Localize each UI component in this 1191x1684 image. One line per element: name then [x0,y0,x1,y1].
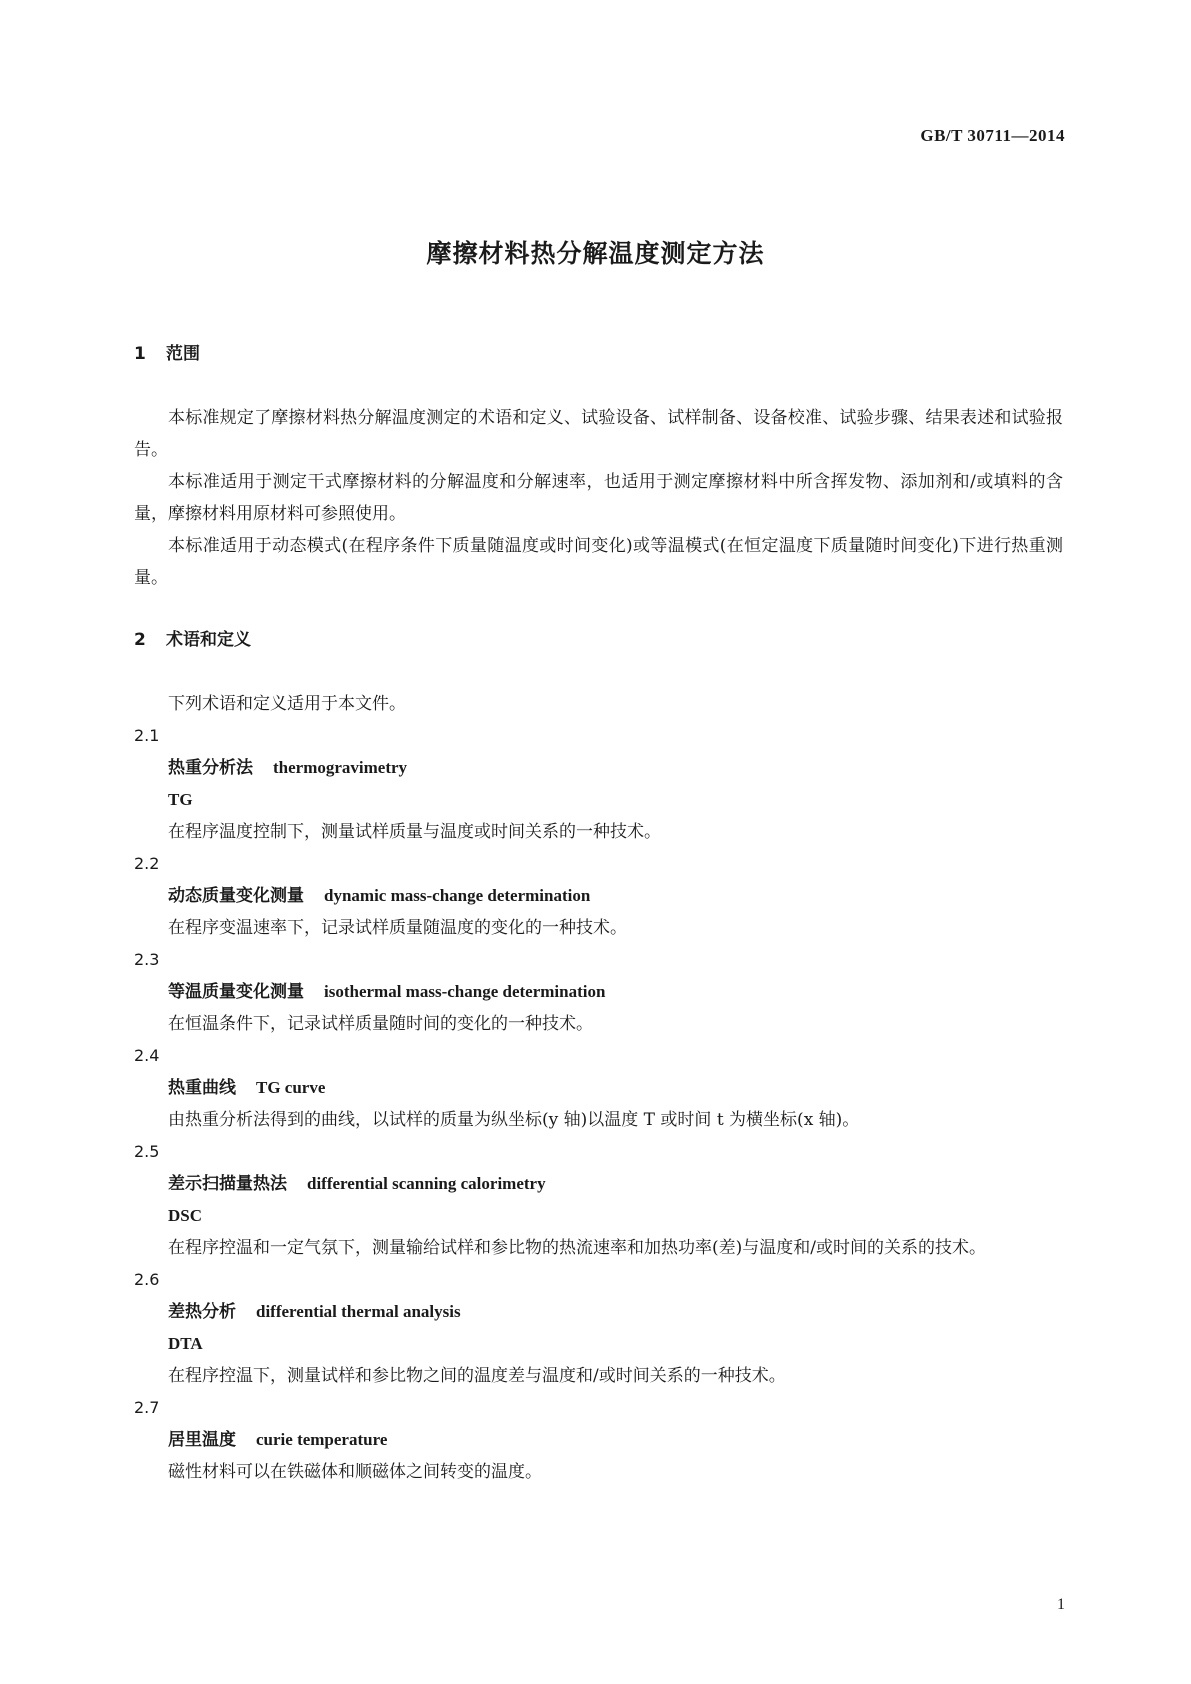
term-definition: 在程序控温和一定气氛下，测量输给试样和参比物的热流速率和加热功率(差)与温度和/或时间的关系的技术。 [168,1238,986,1258]
section-number: 2 [134,630,146,650]
term-abbreviation: TG [168,790,193,809]
scope-paragraph-2: 本标准适用于测定干式摩擦材料的分解温度和分解速率，也适用于测定摩擦材料中所含挥发物、添加剂和/或填料的含量，摩擦材料用原材料可参照使用。 [134,472,1063,524]
standard-code: GB/T 30711—2014 [920,126,1065,145]
document-title: 摩擦材料热分解温度测定方法 [426,239,765,268]
term-definition: 在恒温条件下，记录试样质量随时间的变化的一种技术。 [168,1014,593,1034]
term-definition: 在程序控温下，测量试样和参比物之间的温度差与温度和/或时间关系的一种技术。 [168,1366,786,1386]
term-name: 动态质量变化测量 dynamic mass-change determination [168,886,591,906]
term-name: 热重曲线 TG curve [168,1078,326,1098]
section-heading-terms [134,624,1063,656]
term-name: 热重分析法 thermogravimetry [168,758,408,778]
term-number: 2.4 [134,1046,160,1065]
term-definition: 在程序变温速率下，记录试样质量随温度的变化的一种技术。 [168,918,627,938]
term-name: 等温质量变化测量 isothermal mass-change determination [168,982,606,1002]
term-abbreviation: DSC [168,1206,203,1225]
term-name: 差热分析 differential thermal analysis [168,1302,461,1322]
term-number: 2.7 [134,1398,160,1417]
term-definition: 在程序温度控制下，测量试样质量与温度或时间关系的一种技术。 [168,822,661,842]
scope-paragraph-1: 本标准规定了摩擦材料热分解温度测定的术语和定义、试验设备、试样制备、设备校准、试验步骤、结果表述和试验报告。 [134,408,1063,460]
term-definition: 由热重分析法得到的曲线，以试样的质量为纵坐标(y 轴)以温度 T 或时间 t 为横坐标(x 轴)。 [168,1110,860,1130]
term-number: 2.3 [134,950,160,969]
scope-paragraph-3: 本标准适用于动态模式(在程序条件下质量随温度或时间变化)或等温模式(在恒定温度下质量随时间变化)下进行热重测量。 [134,536,1063,588]
section-title: 术语和定义 [166,630,251,650]
term-name: 差示扫描量热法 differential scanning calorimetry [168,1174,546,1194]
section-title: 范围 [166,344,200,364]
section-heading-scope [134,338,1063,370]
term-number: 2.5 [134,1142,160,1161]
terms-intro: 下列术语和定义适用于本文件。 [168,694,406,714]
term-abbreviation: DTA [168,1334,203,1353]
page-number: 1 [1057,1596,1065,1613]
term-number: 2.1 [134,726,160,745]
term-number: 2.6 [134,1270,160,1289]
section-number: 1 [134,344,146,364]
document-body [134,338,1063,1488]
term-definition: 磁性材料可以在铁磁体和顺磁体之间转变的温度。 [168,1462,542,1482]
term-name: 居里温度 curie temperature [168,1430,388,1450]
term-number: 2.2 [134,854,160,873]
